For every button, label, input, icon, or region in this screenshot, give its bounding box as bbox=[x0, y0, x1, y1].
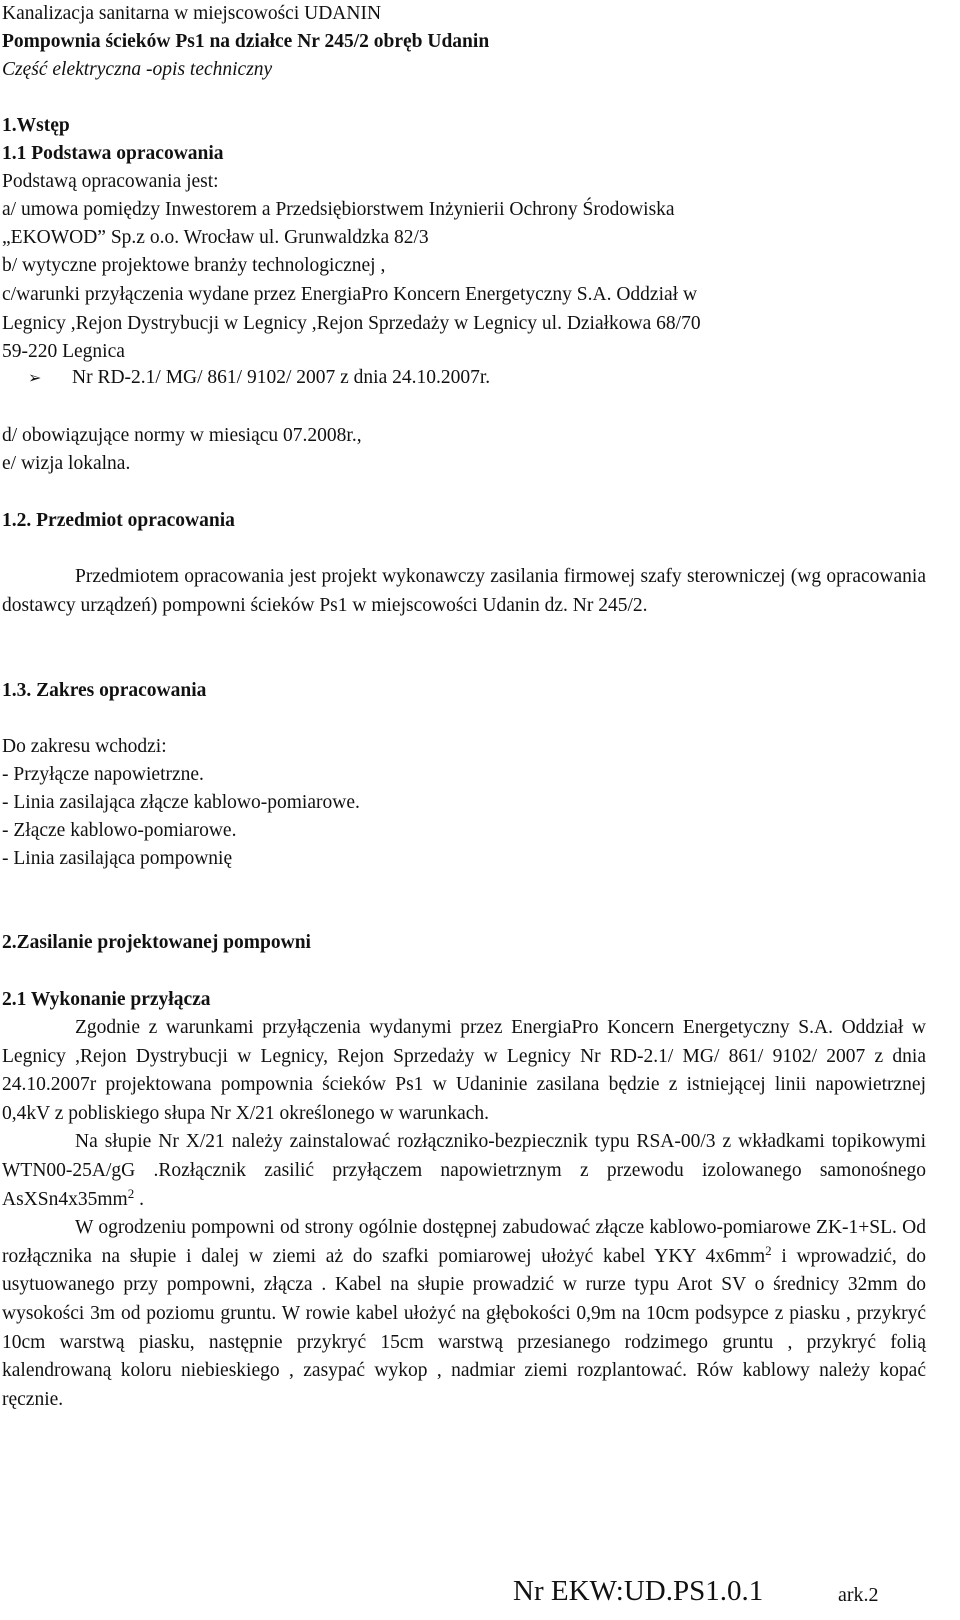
p3-superscript: 2 bbox=[765, 1242, 772, 1258]
basis-item-a-line-2: „EKOWOD” Sp.z o.o. Wrocław ul. Grunwaldzka 82/3 bbox=[2, 227, 429, 248]
scope-intro: Do zakresu wchodzi: bbox=[2, 736, 167, 757]
basis-item-c-line-2: Legnicy ,Rejon Dystrybucji w Legnicy ,Rejon Sprzedaży w Legnicy ul. Działkowa 68/70 bbox=[2, 313, 701, 334]
p2-main-text: Na słupie Nr X/21 należy zainstalować rozłączniko-bezpiecznik typu RSA-00/3 z wkładkami topikowymi WTN00-25A/gG .Rozłącznik zasilić przyłączem napowietrznym z przewodu izolowanego samonośnego AsXSn4x35mm bbox=[2, 1131, 926, 1210]
bullet-item bbox=[28, 364, 490, 392]
scope-item: - Złącze kablowo-pomiarowe. bbox=[2, 820, 237, 841]
scope-item: - Linia zasilająca złącze kablowo-pomiarowe. bbox=[2, 792, 360, 813]
section-1-heading: 1.Wstęp bbox=[2, 115, 70, 136]
section-2-heading: 2.Zasilanie projektowanej pompowni bbox=[2, 932, 311, 953]
basis-item-c-line-3: 59-220 Legnica bbox=[2, 341, 125, 362]
section-2-1-body bbox=[2, 1014, 926, 1414]
arrow-bullet-icon: ➢ bbox=[28, 368, 42, 387]
basis-item-d: d/ obowiązujące normy w miesiącu 07.2008r., bbox=[2, 425, 362, 446]
section-1-3-heading: 1.3. Zakres opracowania bbox=[2, 680, 207, 701]
bullet-text: Nr RD-2.1/ MG/ 861/ 9102/ 2007 z dnia 24.10.2007r. bbox=[72, 367, 491, 388]
header-line-2: Pompownia ścieków Ps1 na działce Nr 245/2 obręb Udanin bbox=[2, 31, 490, 52]
scope-item: - Przyłącze napowietrzne. bbox=[2, 764, 204, 785]
p2-superscript: 2 bbox=[127, 1185, 135, 1201]
header-line-3: Część elektryczna -opis techniczny bbox=[2, 59, 273, 80]
p2-end-text: . bbox=[134, 1188, 144, 1210]
basis-item-b: b/ wytyczne projektowe branży technologicznej , bbox=[2, 255, 386, 276]
footer-doc-number: Nr EKW:UD.PS1.0.1 bbox=[513, 1575, 764, 1607]
basis-item-a-line-1: a/ umowa pomiędzy Inwestorem a Przedsiębiorstwem Inżynierii Ochrony Środowiska bbox=[2, 199, 675, 220]
scope-item: - Linia zasilająca pompownię bbox=[2, 848, 233, 869]
basis-intro: Podstawą opracowania jest: bbox=[2, 171, 219, 192]
header-line-1: Kanalizacja sanitarna w miejscowości UDANIN bbox=[2, 3, 382, 24]
section-1-2-paragraph bbox=[2, 563, 926, 620]
basis-item-e: e/ wizja lokalna. bbox=[2, 453, 131, 474]
p3-text-a: W ogrodzeniu pompowni od strony ogólnie dostępnej zabudować złącze kablowo-pomiarowe ZK-1+SL. Od rozłącznika na słupie i dalej w ziemi aż do szafki pomiarowej ułożyć kabel YKY 4x6mm bbox=[2, 1217, 926, 1267]
section-2-1-heading: 2.1 Wykonanie przyłącza bbox=[2, 989, 211, 1010]
subject-paragraph: Przedmiotem opracowania jest projekt wykonawczy zasilania firmowej szafy sterowniczej (wg opracowania dostawcy urządzeń) pompowni ścieków Ps1 w miejscowości Udanin dz. Nr 245/2. bbox=[2, 566, 926, 616]
basis-item-c-line-1: c/warunki przyłączenia wydane przez EnergiaPro Koncern Energetyczny S.A. Oddział w bbox=[2, 284, 698, 305]
section-1-2-heading: 1.2. Przedmiot opracowania bbox=[2, 510, 235, 531]
connection-paragraph-1: Zgodnie z warunkami przyłączenia wydanymi przez EnergiaPro Koncern Energetyczny S.A. Oddział w Legnicy ,Rejon Dystrybucji w Legnicy, Rejon Sprzedaży w Legnicy Nr RD-2.1/ MG/ 861/ 9102/ 2007 z dnia 24.10.2007r projektowana pompownia ścieków Ps1 w Udaninie zasilana będzie z istniejącej linii napowietrznej 0,4kV z pobliskiego słupa Nr X/21 określonego w warunkach. bbox=[2, 1017, 926, 1124]
section-1-1-heading: 1.1 Podstawa opracowania bbox=[2, 143, 224, 164]
footer-sheet-number: ark.2 bbox=[838, 1584, 879, 1606]
connection-paragraph-3 bbox=[2, 1214, 926, 1414]
p3-text-b: i wprowadzić, do usytuowanego przy pompowni, złącza . Kabel na słupie prowadzić w rurze typu Arot SV o średnicy 32mm do wysokości 3m od poziomu gruntu. W rowie kabel ułożyć na głębokości 0,9m na 10cm podsypce z piasku , przykryć 10cm warstwą piasku, następnie przykryć 15cm warstwą przesianego rodzimego gruntu , przykryć folią kalendrowaną koloru niebieskiego , zasypać wykop , nadmiar ziemi rozplantować. Rów kablowy należy kopać ręcznie. bbox=[2, 1245, 926, 1410]
connection-paragraph-2 bbox=[2, 1128, 926, 1214]
